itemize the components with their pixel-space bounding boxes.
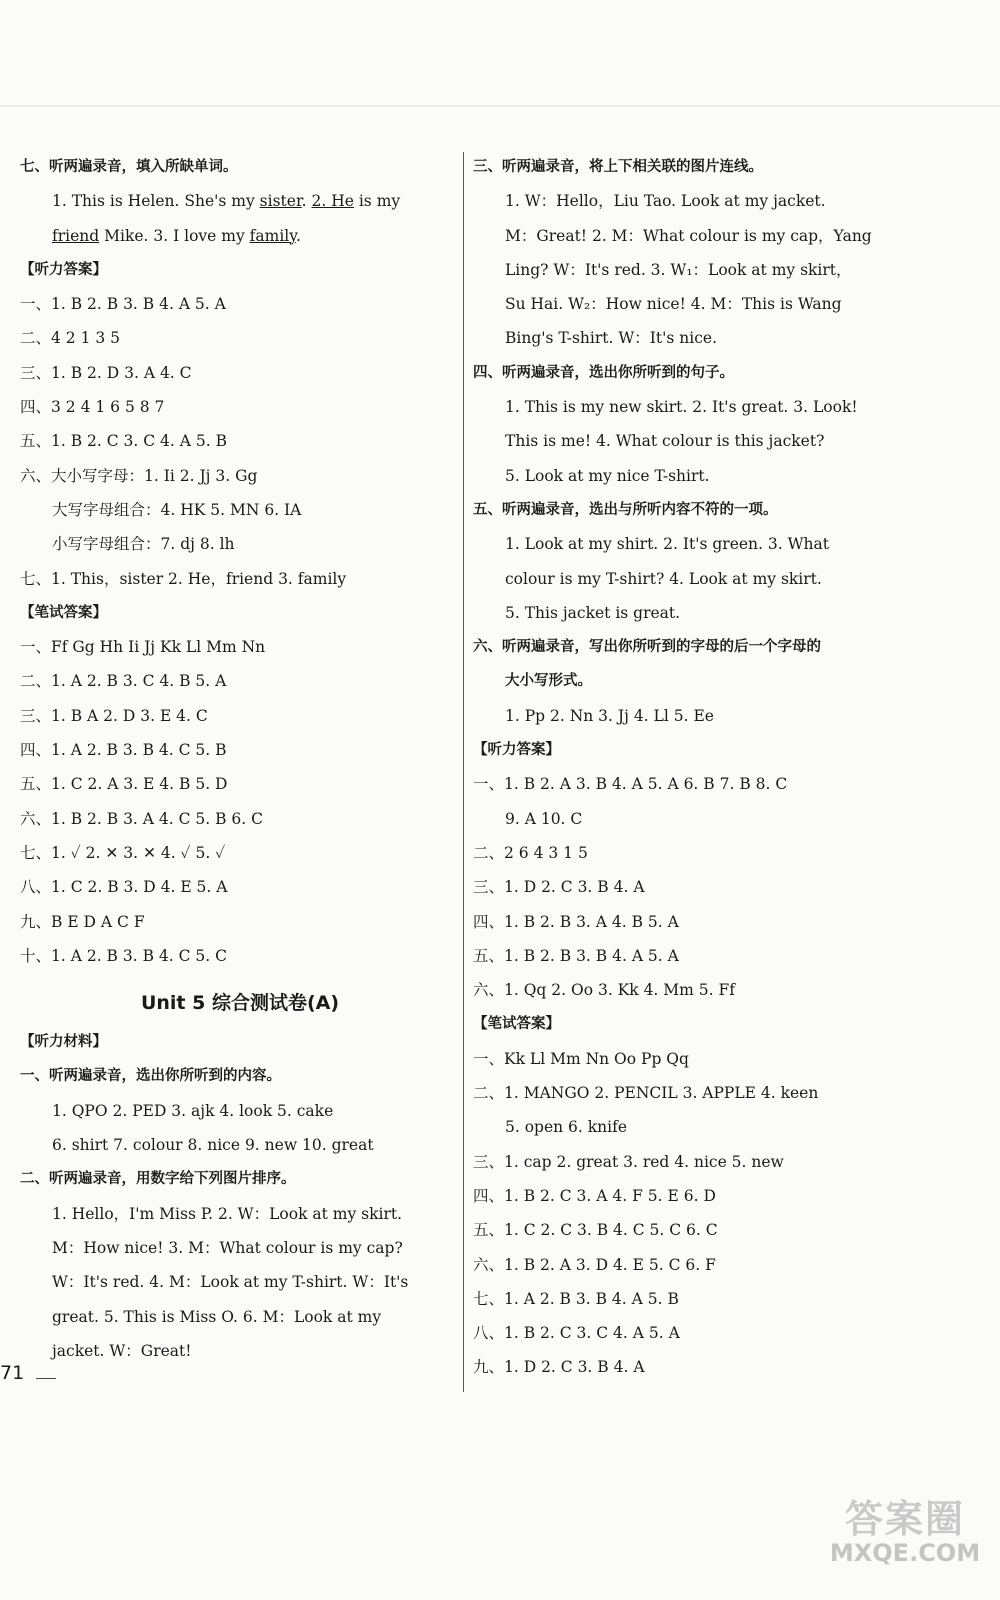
- material-line: M：How nice! 3. M：What colour is my cap?: [52, 1238, 403, 1257]
- answer-line: 二、2 6 4 3 1 5: [473, 843, 588, 862]
- section-heading: 四、听两遍录音，选出你所听到的句子。: [473, 364, 734, 381]
- answer-line: 小写字母组合：7. dj 8. lh: [52, 535, 235, 554]
- material-line: 1. QPO 2. PED 3. ajk 4. look 5. cake: [52, 1101, 334, 1120]
- answer-line: 九、B E D A C F: [20, 912, 145, 931]
- section-heading: 一、听两遍录音，选出你所听到的内容。: [20, 1068, 281, 1085]
- answer-line: 十、1. A 2. B 3. B 4. C 5. C: [20, 946, 227, 965]
- answer-line: 四、3 2 4 1 6 5 8 7: [20, 398, 165, 417]
- section-heading: 三、听两遍录音，将上下相关联的图片连线。: [473, 159, 763, 175]
- listening-materials-label: 【听力材料】: [20, 1034, 107, 1051]
- left-column: [20, 150, 460, 1368]
- watermark-text: 答案圈: [844, 1497, 965, 1541]
- answer-line: 9. A 10. C: [505, 809, 583, 828]
- answer-line: 四、1. A 2. B 3. B 4. C 5. B: [20, 741, 227, 760]
- material-line: M：Great! 2. M：What colour is my cap，Yang: [505, 226, 872, 245]
- answer-line: 三、1. D 2. C 3. B 4. A: [473, 878, 645, 897]
- material-line: jacket. W：Great!: [52, 1341, 192, 1360]
- unit-title: Unit 5 综合测试卷(A): [140, 992, 340, 1015]
- section-heading: 二、听两遍录音，用数字给下列图片排序。: [20, 1171, 296, 1188]
- answer-line: 六、大小写字母：1. Ii 2. Jj 3. Gg: [20, 466, 258, 485]
- material-line: 1. W：Hello，Liu Tao. Look at my jacket.: [505, 192, 826, 211]
- watermark-url: MXQE.COM: [829, 1539, 981, 1567]
- answer-line: 四、1. B 2. B 3. A 4. B 5. A: [473, 912, 679, 931]
- answer-line: 六、1. B 2. B 3. A 4. C 5. B 6. C: [20, 809, 264, 828]
- answer-line: 七、1. ✓ 2. ✕ 3. ✕ 4. ✓ 5. ✓: [20, 843, 226, 862]
- answer-line: 七、1. A 2. B 3. B 4. A 5. B: [473, 1289, 679, 1308]
- answer-line: 五、1. C 2. A 3. E 4. B 5. D: [20, 775, 228, 794]
- answer-line: 五、1. C 2. C 3. B 4. C 5. C 6. C: [473, 1221, 718, 1240]
- answer-line: 一、1. B 2. A 3. B 4. A 5. A 6. B 7. B 8. C: [473, 775, 788, 794]
- section-heading: 六、听两遍录音，写出你所听到的字母的后一个字母的: [473, 639, 821, 656]
- top-scan-line: [0, 105, 1000, 107]
- answer-line: 四、1. B 2. C 3. A 4. F 5. E 6. D: [473, 1186, 716, 1205]
- answer-line: 二、1. A 2. B 3. C 4. B 5. A: [20, 672, 227, 691]
- answer-line: 五、1. B 2. C 3. C 4. A 5. B: [20, 432, 227, 451]
- answer-line: 二、4 2 1 3 5: [20, 329, 121, 348]
- answer-line: 八、1. C 2. B 3. D 4. E 5. A: [20, 878, 228, 897]
- material-line: 1. Pp 2. Nn 3. Jj 4. Ll 5. Ee: [505, 706, 714, 725]
- column-divider: [463, 152, 464, 1392]
- answer-line: 八、1. B 2. C 3. C 4. A 5. A: [473, 1324, 680, 1343]
- material-line: colour is my T-shirt? 4. Look at my skirt.: [505, 569, 822, 588]
- answer-line: 七、1. This，sister 2. He，friend 3. family: [20, 569, 347, 588]
- material-line: This is me! 4. What colour is this jacket?: [505, 432, 825, 451]
- material-line: W：It's red. 4. M：Look at my T-shirt. W：It's: [52, 1273, 409, 1292]
- fill-in-line: 1. This is Helen. She's my sister. 2. He is my: [52, 192, 401, 211]
- material-line: great. 5. This is Miss O. 6. M：Look at my: [52, 1307, 382, 1326]
- answer-line: 三、1. cap 2. great 3. red 4. nice 5. new: [473, 1152, 784, 1171]
- material-line: 5. This jacket is great.: [505, 603, 681, 622]
- listening-answers-label: 【听力答案】: [20, 261, 107, 278]
- answer-line: 五、1. B 2. B 3. B 4. A 5. A: [473, 946, 679, 965]
- material-line: 1. Look at my shirt. 2. It's green. 3. What: [505, 535, 829, 554]
- fill-in-line: friend Mike. 3. I love my family.: [52, 226, 301, 245]
- answer-line: 一、1. B 2. B 3. B 4. A 5. A: [20, 295, 226, 314]
- answer-line: 三、1. B A 2. D 3. E 4. C: [20, 706, 208, 725]
- answer-line: 六、1. B 2. A 3. D 4. E 5. C 6. F: [473, 1255, 716, 1274]
- answer-line: 九、1. D 2. C 3. B 4. A: [473, 1358, 645, 1377]
- answer-line: 5. open 6. knife: [505, 1118, 628, 1137]
- answer-line: 大写字母组合：4. HK 5. MN 6. IA: [52, 500, 302, 519]
- right-column: [473, 150, 913, 1385]
- page-number: 71: [0, 1362, 25, 1384]
- section-heading: 七、听两遍录音，填入所缺单词。: [20, 159, 238, 175]
- watermark-logo: [820, 1488, 990, 1593]
- written-answers-label: 【笔试答案】: [473, 1016, 560, 1033]
- material-line: 1. Hello，I'm Miss P. 2. W：Look at my skirt.: [52, 1204, 403, 1223]
- material-line: 5. Look at my nice T-shirt.: [505, 466, 710, 485]
- written-answers-label: 【笔试答案】: [20, 604, 107, 621]
- answer-line: 三、1. B 2. D 3. A 4. C: [20, 363, 192, 382]
- page-number-rule: [36, 1378, 56, 1379]
- material-line: Su Hai. W₂：How nice! 4. M：This is Wang: [505, 295, 842, 314]
- material-line: Ling? W：It's red. 3. W₁：Look at my skirt，: [505, 260, 852, 279]
- answer-line: 一、Kk Ll Mm Nn Oo Pp Qq: [473, 1049, 689, 1068]
- answer-line: 一、Ff Gg Hh Ii Jj Kk Ll Mm Nn: [20, 638, 266, 657]
- material-line: Bing's T-shirt. W：It's nice.: [505, 329, 718, 348]
- material-line: 1. This is my new skirt. 2. It's great. 3. Look!: [505, 398, 858, 417]
- answer-line: 六、1. Qq 2. Oo 3. Kk 4. Mm 5. Ff: [473, 981, 735, 1000]
- section-heading-cont: 大小写形式。: [505, 673, 592, 690]
- material-line: 6. shirt 7. colour 8. nice 9. new 10. great: [52, 1136, 374, 1155]
- listening-answers-label: 【听力答案】: [473, 742, 560, 759]
- answer-line: 二、1. MANGO 2. PENCIL 3. APPLE 4. keen: [473, 1084, 819, 1103]
- section-heading: 五、听两遍录音，选出与所听内容不符的一项。: [473, 501, 778, 518]
